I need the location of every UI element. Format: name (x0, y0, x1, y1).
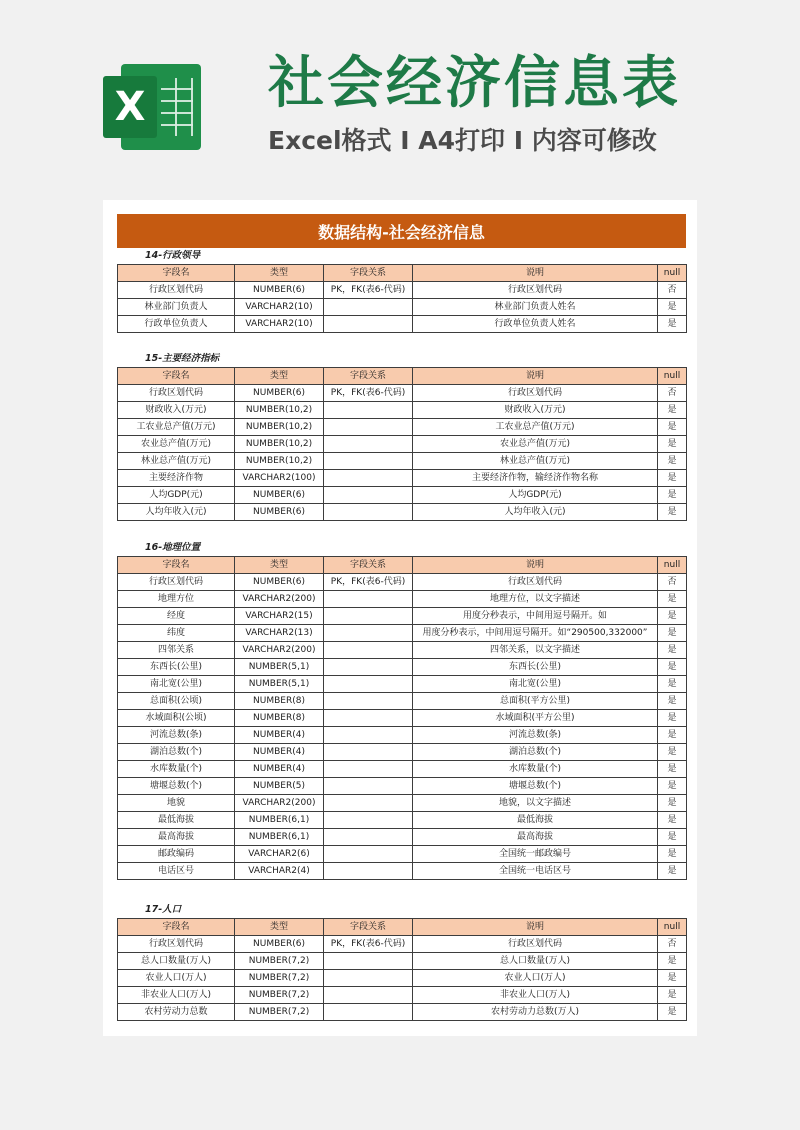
spreadsheet-sheet (103, 200, 697, 1036)
table-row (118, 693, 687, 710)
table-cell[interactable]: NUMBER(4) (235, 761, 324, 778)
table-cell[interactable]: VARCHAR2(15) (235, 608, 324, 625)
table-cell[interactable] (324, 453, 413, 470)
table-cell[interactable]: 湖泊总数(个) (413, 744, 658, 761)
table-cell[interactable]: PK，FK(表6-代码) (324, 936, 413, 953)
table-header-row (118, 265, 687, 282)
table-cell[interactable] (324, 436, 413, 453)
table-row (118, 402, 687, 419)
table-row (118, 795, 687, 812)
column-header[interactable]: null (658, 557, 687, 574)
table-cell[interactable]: VARCHAR2(200) (235, 591, 324, 608)
table-cell[interactable]: 总人口数量(万人) (413, 953, 658, 970)
column-header[interactable]: 字段名 (118, 368, 235, 385)
table-cell[interactable] (324, 761, 413, 778)
table-cell[interactable]: NUMBER(5,1) (235, 676, 324, 693)
table-cell[interactable]: NUMBER(7,2) (235, 953, 324, 970)
table-row (118, 625, 687, 642)
table-cell[interactable]: 是 (658, 470, 687, 487)
table-cell[interactable]: 是 (658, 1004, 687, 1021)
table-cell[interactable]: 行政区划代码 (413, 282, 658, 299)
table-cell[interactable]: 最低海拔 (413, 812, 658, 829)
column-header[interactable]: null (658, 368, 687, 385)
column-header[interactable]: 字段关系 (324, 265, 413, 282)
table-header-row (118, 557, 687, 574)
table-cell[interactable]: 非农业人口(万人) (118, 987, 235, 1004)
table-cell[interactable]: VARCHAR2(10) (235, 299, 324, 316)
table-cell[interactable]: 最低海拔 (118, 812, 235, 829)
table-cell[interactable]: 是 (658, 436, 687, 453)
table-cell[interactable]: 四邻关系 (118, 642, 235, 659)
table-cell[interactable]: 地理方位，以文字描述 (413, 591, 658, 608)
table-cell[interactable]: PK，FK(表6-代码) (324, 385, 413, 402)
table-cell[interactable]: 水库数量(个) (413, 761, 658, 778)
excel-logo-icon (103, 56, 203, 156)
table-row (118, 282, 687, 299)
table-cell[interactable]: 工农业总产值(万元) (118, 419, 235, 436)
table-cell[interactable]: NUMBER(10,2) (235, 419, 324, 436)
section-title: 15-主要经济指标 (145, 353, 220, 364)
table-cell[interactable]: 是 (658, 727, 687, 744)
column-header[interactable]: 说明 (413, 368, 658, 385)
table-cell[interactable]: 最高海拔 (118, 829, 235, 846)
table-cell[interactable]: 农业总产值(万元) (118, 436, 235, 453)
table-cell[interactable]: 是 (658, 761, 687, 778)
table-cell[interactable]: 是 (658, 316, 687, 333)
table-cell[interactable]: 农业总产值(万元) (413, 436, 658, 453)
table-cell[interactable]: 最高海拔 (413, 829, 658, 846)
table-row (118, 453, 687, 470)
table-cell[interactable]: 人均GDP(元) (118, 487, 235, 504)
table-cell[interactable] (324, 795, 413, 812)
table-row (118, 419, 687, 436)
table-cell[interactable]: 纬度 (118, 625, 235, 642)
table-cell[interactable]: 行政区划代码 (118, 385, 235, 402)
table-row (118, 744, 687, 761)
table-cell[interactable]: 农业人口(万人) (413, 970, 658, 987)
table-cell[interactable] (324, 487, 413, 504)
table-cell[interactable]: 行政区划代码 (118, 282, 235, 299)
table-cell[interactable]: NUMBER(8) (235, 693, 324, 710)
table-cell[interactable]: VARCHAR2(4) (235, 863, 324, 880)
table-cell[interactable] (324, 402, 413, 419)
table-row (118, 846, 687, 863)
table-cell[interactable]: NUMBER(6,1) (235, 829, 324, 846)
table-cell[interactable]: NUMBER(10,2) (235, 453, 324, 470)
table-cell[interactable]: 全国统一邮政编号 (413, 846, 658, 863)
table-row (118, 504, 687, 521)
table-cell[interactable]: 全国统一电话区号 (413, 863, 658, 880)
table-cell[interactable]: 是 (658, 419, 687, 436)
table-cell[interactable]: 是 (658, 487, 687, 504)
field-table (117, 264, 687, 333)
table-cell[interactable] (324, 970, 413, 987)
table-section (117, 540, 686, 880)
field-table (117, 367, 687, 521)
table-cell[interactable]: 电话区号 (118, 863, 235, 880)
table-row (118, 812, 687, 829)
table-cell[interactable]: PK，FK(表6-代码) (324, 574, 413, 591)
table-row (118, 591, 687, 608)
field-table (117, 556, 687, 880)
table-cell[interactable]: 财政收入(万元) (413, 402, 658, 419)
table-cell[interactable]: PK，FK(表6-代码) (324, 282, 413, 299)
table-row (118, 316, 687, 333)
table-cell[interactable]: 行政区划代码 (118, 936, 235, 953)
table-cell[interactable]: 人均GDP(元) (413, 487, 658, 504)
table-cell[interactable] (324, 953, 413, 970)
table-cell[interactable] (324, 863, 413, 880)
table-cell[interactable]: 主要经济作物，输经济作物名称 (413, 470, 658, 487)
table-cell[interactable]: 林业总产值(万元) (118, 453, 235, 470)
table-cell[interactable]: 是 (658, 744, 687, 761)
table-row (118, 385, 687, 402)
table-cell[interactable]: 南北宽(公里) (118, 676, 235, 693)
table-cell[interactable]: 否 (658, 936, 687, 953)
table-row (118, 970, 687, 987)
table-cell[interactable]: 行政区划代码 (413, 385, 658, 402)
table-cell[interactable] (324, 504, 413, 521)
column-header[interactable]: 说明 (413, 557, 658, 574)
table-cell[interactable]: 南北宽(公里) (413, 676, 658, 693)
table-cell[interactable]: VARCHAR2(10) (235, 316, 324, 333)
table-cell[interactable]: 总面积(平方公里) (413, 693, 658, 710)
page-subtitle: Excel格式 Ⅰ A4打印 Ⅰ 内容可修改 (268, 126, 657, 155)
column-header[interactable]: 类型 (235, 265, 324, 282)
table-cell[interactable]: 塘堰总数(个) (413, 778, 658, 795)
table-cell[interactable] (324, 608, 413, 625)
table-cell[interactable]: NUMBER(7,2) (235, 987, 324, 1004)
table-cell[interactable] (324, 727, 413, 744)
section-title: 14-行政领导 (145, 250, 201, 261)
table-cell[interactable]: 否 (658, 282, 687, 299)
table-cell[interactable]: 是 (658, 676, 687, 693)
table-row (118, 470, 687, 487)
table-cell[interactable]: 是 (658, 987, 687, 1004)
table-cell[interactable] (324, 625, 413, 642)
table-row (118, 676, 687, 693)
table-cell[interactable]: 是 (658, 812, 687, 829)
table-cell[interactable]: NUMBER(6) (235, 282, 324, 299)
table-cell[interactable]: 是 (658, 504, 687, 521)
table-cell[interactable] (324, 829, 413, 846)
table-row (118, 936, 687, 953)
column-header[interactable]: 字段关系 (324, 368, 413, 385)
table-cell[interactable] (324, 1004, 413, 1021)
table-cell[interactable]: 主要经济作物 (118, 470, 235, 487)
table-cell[interactable]: 否 (658, 574, 687, 591)
table-cell[interactable] (324, 470, 413, 487)
table-cell[interactable]: NUMBER(7,2) (235, 1004, 324, 1021)
table-cell[interactable]: 是 (658, 829, 687, 846)
table-cell[interactable]: 河流总数(条) (413, 727, 658, 744)
table-cell[interactable]: NUMBER(6) (235, 487, 324, 504)
table-header-row (118, 919, 687, 936)
table-cell[interactable]: 是 (658, 659, 687, 676)
table-cell[interactable]: NUMBER(6) (235, 936, 324, 953)
table-cell[interactable]: VARCHAR2(200) (235, 795, 324, 812)
table-cell[interactable] (324, 710, 413, 727)
table-cell[interactable]: 行政区划代码 (413, 936, 658, 953)
table-cell[interactable]: 是 (658, 299, 687, 316)
table-cell[interactable]: 行政单位负责人姓名 (413, 316, 658, 333)
table-header-row (118, 368, 687, 385)
section-title: 16-地理位置 (145, 542, 201, 553)
table-cell[interactable]: VARCHAR2(100) (235, 470, 324, 487)
table-cell[interactable] (324, 316, 413, 333)
table-cell[interactable]: 是 (658, 863, 687, 880)
table-cell[interactable]: 否 (658, 385, 687, 402)
table-cell[interactable] (324, 591, 413, 608)
table-cell[interactable]: 是 (658, 625, 687, 642)
table-cell[interactable]: VARCHAR2(200) (235, 642, 324, 659)
table-cell[interactable]: 是 (658, 642, 687, 659)
table-cell[interactable]: VARCHAR2(13) (235, 625, 324, 642)
table-cell[interactable]: NUMBER(5,1) (235, 659, 324, 676)
table-cell[interactable]: NUMBER(8) (235, 710, 324, 727)
table-cell[interactable] (324, 846, 413, 863)
column-header[interactable]: 字段名 (118, 919, 235, 936)
column-header[interactable]: null (658, 265, 687, 282)
table-cell[interactable]: 水库数量(个) (118, 761, 235, 778)
table-row (118, 987, 687, 1004)
column-header[interactable]: 类型 (235, 557, 324, 574)
table-cell[interactable]: 是 (658, 970, 687, 987)
table-row (118, 727, 687, 744)
table-cell[interactable]: 总面积(公顷) (118, 693, 235, 710)
section-title: 17-人口 (145, 904, 182, 915)
column-header[interactable]: 类型 (235, 919, 324, 936)
table-cell[interactable] (324, 812, 413, 829)
table-cell[interactable]: 林业部门负责人 (118, 299, 235, 316)
sheet-banner: 数据结构-社会经济信息 (117, 214, 686, 248)
table-cell[interactable]: 水域面积(公顷) (118, 710, 235, 727)
table-cell[interactable] (324, 299, 413, 316)
table-row (118, 829, 687, 846)
table-cell[interactable]: 水域面积(平方公里) (413, 710, 658, 727)
table-cell[interactable]: 地理方位 (118, 591, 235, 608)
table-cell[interactable]: NUMBER(4) (235, 744, 324, 761)
table-row (118, 574, 687, 591)
page-title: 社会经济信息表 (268, 51, 681, 116)
table-cell[interactable]: 工农业总产值(万元) (413, 419, 658, 436)
column-header[interactable]: 说明 (413, 265, 658, 282)
table-cell[interactable] (324, 987, 413, 1004)
table-section (117, 248, 686, 333)
column-header[interactable]: null (658, 919, 687, 936)
table-cell[interactable]: 非农业人口(万人) (413, 987, 658, 1004)
table-cell[interactable] (324, 778, 413, 795)
column-header[interactable]: 说明 (413, 919, 658, 936)
table-cell[interactable]: 四邻关系，以文字描述 (413, 642, 658, 659)
table-cell[interactable]: 林业总产值(万元) (413, 453, 658, 470)
table-cell[interactable]: NUMBER(10,2) (235, 402, 324, 419)
table-cell[interactable]: 总人口数量(万人) (118, 953, 235, 970)
table-row (118, 863, 687, 880)
table-cell[interactable]: 财政收入(万元) (118, 402, 235, 419)
table-cell[interactable] (324, 744, 413, 761)
table-cell[interactable] (324, 693, 413, 710)
table-cell[interactable]: NUMBER(10,2) (235, 436, 324, 453)
table-cell[interactable]: 行政单位负责人 (118, 316, 235, 333)
table-row (118, 659, 687, 676)
page-header (0, 0, 800, 200)
table-cell[interactable]: 东西长(公里) (118, 659, 235, 676)
table-row (118, 953, 687, 970)
table-cell[interactable]: 是 (658, 795, 687, 812)
table-cell[interactable] (324, 659, 413, 676)
table-cell[interactable]: 人均年收入(元) (118, 504, 235, 521)
field-table (117, 918, 687, 1021)
table-cell[interactable]: 湖泊总数(个) (118, 744, 235, 761)
table-cell[interactable]: 是 (658, 953, 687, 970)
excel-logo-letter: X (103, 76, 157, 138)
table-row (118, 1004, 687, 1021)
table-cell[interactable]: 是 (658, 693, 687, 710)
table-row (118, 299, 687, 316)
table-row (118, 778, 687, 795)
table-row (118, 608, 687, 625)
table-cell[interactable]: 河流总数(条) (118, 727, 235, 744)
table-cell[interactable]: 行政区划代码 (118, 574, 235, 591)
table-cell[interactable]: 农村劳动力总数 (118, 1004, 235, 1021)
table-cell[interactable]: 用度分秒表示，中间用逗号隔开。如“290500,332000” (413, 625, 658, 642)
column-header[interactable]: 字段名 (118, 557, 235, 574)
table-cell[interactable]: 是 (658, 846, 687, 863)
table-cell[interactable]: 人均年收入(元) (413, 504, 658, 521)
table-section (117, 902, 686, 1021)
table-cell[interactable]: NUMBER(4) (235, 727, 324, 744)
table-cell[interactable]: 是 (658, 591, 687, 608)
table-cell[interactable]: 行政区划代码 (413, 574, 658, 591)
table-cell[interactable]: 是 (658, 402, 687, 419)
table-row (118, 436, 687, 453)
table-cell[interactable]: 是 (658, 608, 687, 625)
table-cell[interactable]: 是 (658, 710, 687, 727)
table-cell[interactable]: 是 (658, 453, 687, 470)
table-cell[interactable]: 东西长(公里) (413, 659, 658, 676)
table-cell[interactable]: NUMBER(6) (235, 504, 324, 521)
table-cell[interactable]: 经度 (118, 608, 235, 625)
table-cell[interactable]: NUMBER(7,2) (235, 970, 324, 987)
column-header[interactable]: 字段关系 (324, 557, 413, 574)
column-header[interactable]: 类型 (235, 368, 324, 385)
table-cell[interactable]: NUMBER(6) (235, 385, 324, 402)
table-cell[interactable]: 农业人口(万人) (118, 970, 235, 987)
table-cell[interactable]: NUMBER(5) (235, 778, 324, 795)
column-header[interactable]: 字段关系 (324, 919, 413, 936)
table-row (118, 487, 687, 504)
table-row (118, 710, 687, 727)
table-cell[interactable]: 农村劳动力总数(万人) (413, 1004, 658, 1021)
table-cell[interactable]: 邮政编码 (118, 846, 235, 863)
table-cell[interactable] (324, 419, 413, 436)
table-cell[interactable]: 是 (658, 778, 687, 795)
table-row (118, 761, 687, 778)
table-cell[interactable]: 塘堰总数(个) (118, 778, 235, 795)
column-header[interactable]: 字段名 (118, 265, 235, 282)
table-cell[interactable] (324, 676, 413, 693)
table-cell[interactable]: VARCHAR2(6) (235, 846, 324, 863)
table-cell[interactable]: NUMBER(6) (235, 574, 324, 591)
table-cell[interactable]: 地貌，以文字描述 (413, 795, 658, 812)
table-cell[interactable]: 地貌 (118, 795, 235, 812)
table-cell[interactable]: 用度分秒表示，中间用逗号隔开。如 (413, 608, 658, 625)
table-cell[interactable]: 林业部门负责人姓名 (413, 299, 658, 316)
table-cell[interactable]: NUMBER(6,1) (235, 812, 324, 829)
table-cell[interactable] (324, 642, 413, 659)
table-row (118, 642, 687, 659)
table-section (117, 351, 686, 521)
